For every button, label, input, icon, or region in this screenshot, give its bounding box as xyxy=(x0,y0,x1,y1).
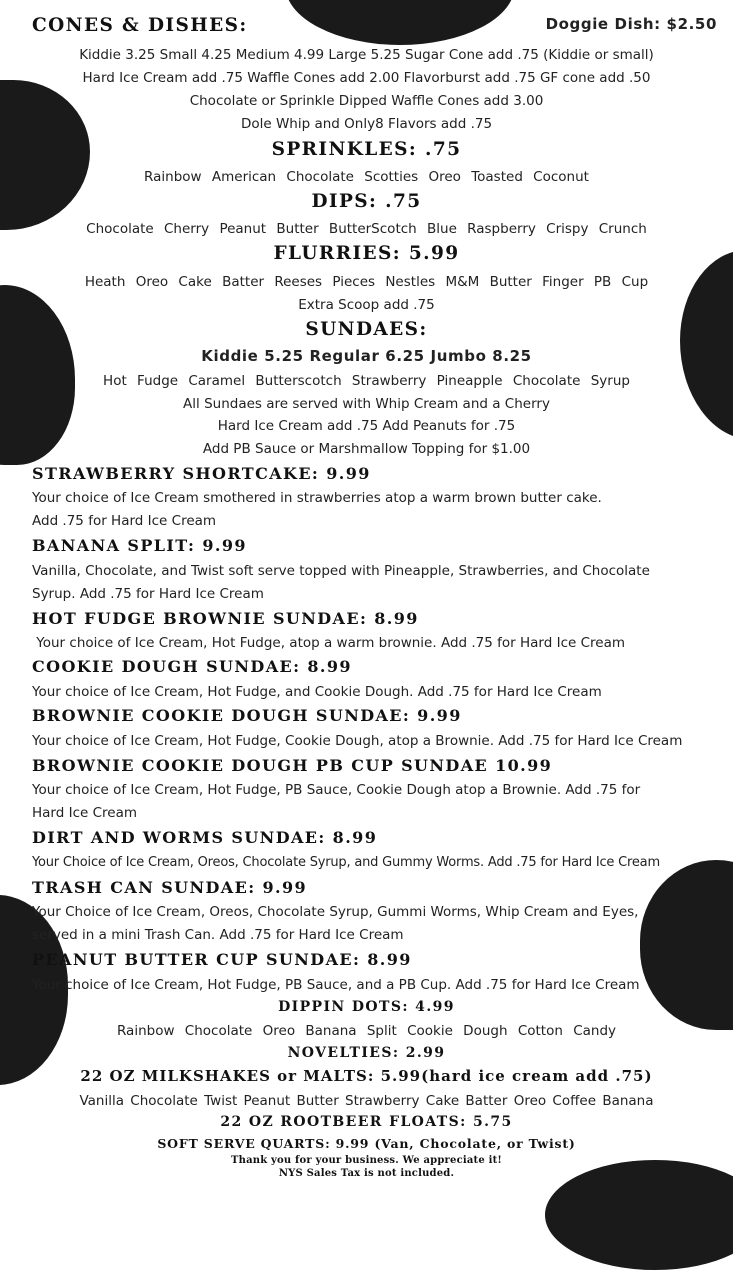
dips-title: DIPS: .75 xyxy=(311,191,422,212)
doggie-dish-price: Doggie Dish: $2.50 xyxy=(545,15,717,33)
strawberry-shortcake-desc: Your choice of Ice Cream smothered in strawberries atop a warm brown butter cake. xyxy=(32,490,602,506)
cookie-dough-sundae-title: COOKIE DOUGH SUNDAE: 8.99 xyxy=(32,657,352,676)
milkshakes-title: 22 OZ MILKSHAKES or MALTS: 5.99(hard ice cream add .75) xyxy=(80,1067,653,1085)
strawberry-shortcake-desc-2: Add .75 for Hard Ice Cream xyxy=(32,513,217,529)
brownie-pb-cup-desc-2: Hard Ice Cream xyxy=(32,805,138,821)
footer-thanks: Thank you for your business. We appreciate it! xyxy=(230,1155,503,1166)
pb-cup-sundae-title: PEANUT BUTTER CUP SUNDAE: 8.99 xyxy=(32,950,412,969)
dips-list: Chocolate Cherry Peanut Butter ButterScotch Blue Raspberry Crispy Crunch xyxy=(86,221,647,237)
sundaes-title: SUNDAES: xyxy=(305,319,428,340)
trash-can-title: TRASH CAN SUNDAE: 9.99 xyxy=(32,878,308,897)
brownie-cookie-dough-desc: Your choice of Ice Cream, Hot Fudge, Cookie Dough, atop a Brownie. Add .75 for Hard Ice Cream xyxy=(32,733,683,749)
brownie-cookie-dough-title: BROWNIE COOKIE DOUGH SUNDAE: 9.99 xyxy=(32,706,462,725)
banana-split-title: BANANA SPLIT: 9.99 xyxy=(32,536,247,555)
hot-fudge-brownie-desc: Your choice of Ice Cream, Hot Fudge, atop a warm brownie. Add .75 for Hard Ice Cream xyxy=(32,635,625,651)
cookie-dough-sundae-desc: Your choice of Ice Cream, Hot Fudge, and Cookie Dough. Add .75 for Hard Ice Cream xyxy=(32,684,602,700)
sprinkles-title: SPRINKLES: .75 xyxy=(271,139,462,160)
cones-dipped: Chocolate or Sprinkle Dipped Waffle Cones add 3.00 xyxy=(189,93,544,109)
milkshake-flavors: Vanilla Chocolate Twist Peanut Butter Strawberry Cake Batter Oreo Coffee Banana xyxy=(79,1093,654,1109)
trash-can-desc: Your Choice of Ice Cream, Oreos, Chocolate Syrup, Gummi Worms, Whip Cream and Eyes, xyxy=(32,904,639,920)
cones-sizes: Kiddie 3.25 Small 4.25 Medium 4.99 Large 5.25 Sugar Cone add .75 (Kiddie or small) xyxy=(79,47,654,63)
cones-addons: Hard Ice Cream add .75 Waffle Cones add 2.00 Flavorburst add .75 GF cone add .50 xyxy=(82,70,651,86)
flurries-title: FLURRIES: 5.99 xyxy=(273,243,460,264)
sundae-toppings: Hot Fudge Caramel Butterscotch Strawberry Pineapple Chocolate Syrup xyxy=(103,373,630,389)
dippin-dots-title: DIPPIN DOTS: 4.99 xyxy=(278,999,455,1015)
rootbeer-floats-title: 22 OZ ROOTBEER FLOATS: 5.75 xyxy=(220,1114,513,1130)
soft-serve-quarts-title: SOFT SERVE QUARTS: 9.99 (Van, Chocolate, or Twist) xyxy=(157,1136,576,1151)
sundae-note-hard: Hard Ice Cream add .75 Add Peanuts for .75 xyxy=(217,418,516,434)
dirt-worms-title: DIRT AND WORMS SUNDAE: 8.99 xyxy=(32,828,378,847)
banana-split-desc-2: Syrup. Add .75 for Hard Ice Cream xyxy=(32,586,264,602)
brownie-pb-cup-desc: Your choice of Ice Cream, Hot Fudge, PB Sauce, Cookie Dough atop a Brownie. Add .75 for xyxy=(32,782,641,798)
dirt-worms-desc: Your Choice of Ice Cream, Oreos, Chocolate Syrup, and Gummy Worms. Add .75 for Hard Ice Cream xyxy=(32,855,660,870)
novelties-title: NOVELTIES: 2.99 xyxy=(287,1045,446,1061)
flurries-extra: Extra Scoop add .75 xyxy=(298,297,435,313)
strawberry-shortcake-title: STRAWBERRY SHORTCAKE: 9.99 xyxy=(32,464,371,483)
sundae-note-whip: All Sundaes are served with Whip Cream and a Cherry xyxy=(183,396,550,412)
flurries-list: Heath Oreo Cake Batter Reeses Pieces Nestles M&M Butter Finger PB Cup xyxy=(84,274,649,290)
footer-tax-note: NYS Sales Tax is not included. xyxy=(278,1168,455,1179)
pb-cup-sundae-desc: Your choice of Ice Cream, Hot Fudge, PB Sauce, and a PB Cup. Add .75 for Hard Ice Cream xyxy=(32,977,640,993)
sundae-note-pb: Add PB Sauce or Marshmallow Topping for $1.00 xyxy=(202,441,531,457)
hot-fudge-brownie-title: HOT FUDGE BROWNIE SUNDAE: 8.99 xyxy=(32,609,419,628)
brownie-pb-cup-title: BROWNIE COOKIE DOUGH PB CUP SUNDAE 10.99 xyxy=(32,756,553,775)
dippin-dots-list: Rainbow Chocolate Oreo Banana Split Cookie Dough Cotton Candy xyxy=(116,1023,617,1039)
sundae-sizes: Kiddie 5.25 Regular 6.25 Jumbo 8.25 xyxy=(201,347,532,365)
cones-dole-whip: Dole Whip and Only8 Flavors add .75 xyxy=(240,116,493,132)
trash-can-desc-2: served in a mini Trash Can. Add .75 for Hard Ice Cream xyxy=(32,927,404,943)
banana-split-desc: Vanilla, Chocolate, and Twist soft serve topped with Pineapple, Strawberries, and Chocolate xyxy=(32,563,650,579)
sprinkles-list: Rainbow American Chocolate Scotties Oreo Toasted Coconut xyxy=(144,169,589,185)
cones-title: CONES & DISHES: xyxy=(32,15,248,36)
